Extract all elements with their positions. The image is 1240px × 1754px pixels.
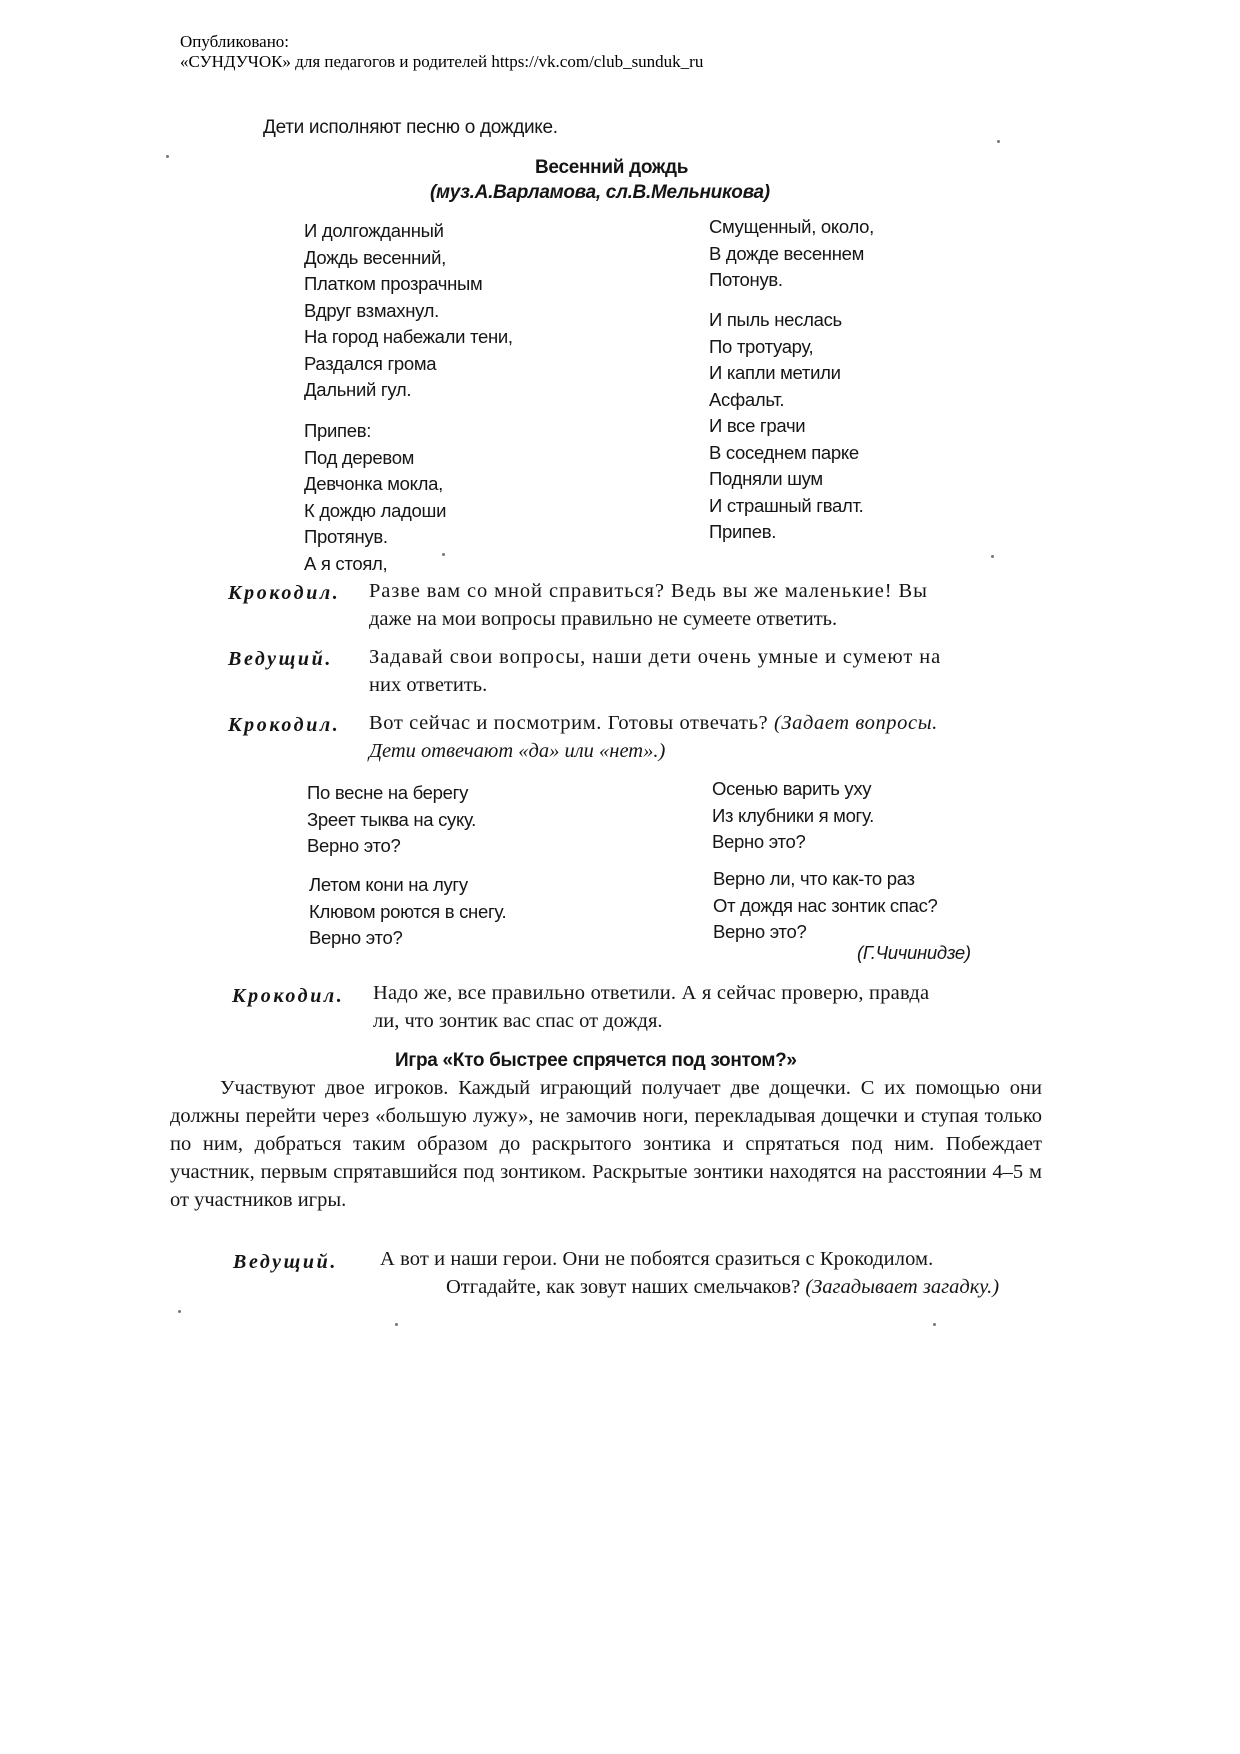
dialogue-text: Надо же, все правильно ответили. А я сейчас проверю, правда (373, 982, 930, 1004)
verse-line: По тротуару, (709, 335, 814, 357)
verse-line: И долгожданный (304, 220, 444, 241)
verse-line: И пыль неслась (709, 309, 842, 330)
song-credits: (муз.А.Варламова, сл.В.Мельникова) (430, 182, 770, 203)
verse-line: Под деревом (304, 446, 415, 468)
quiz-stanza-4 (713, 866, 938, 946)
verse-line: Девчонка мокла, (304, 473, 443, 494)
scan-speck (442, 553, 445, 556)
stage-direction: Дети отвечают «да» или «нет».) (369, 740, 666, 762)
quiz-stanza-2 (712, 776, 874, 856)
verse-line: В соседнем парке (709, 441, 859, 463)
verse-line: Раздался грома (304, 352, 437, 374)
speaker-label: Ведущий. (233, 1251, 338, 1273)
song-title: Весенний дождь (535, 157, 689, 178)
stage-direction: (Загадывает загадку.) (805, 1276, 1000, 1298)
source-line: «СУНДУЧОК» для педагогов и родителей https://vk.com/club_sunduk_ru (180, 52, 704, 71)
dialogue-crocodile-3 (232, 985, 344, 1008)
dialogue-text: Разве вам со мной справиться? Ведь вы же маленькие! Вы (369, 580, 928, 602)
quiz-author: (Г.Чичинидзе) (857, 942, 971, 963)
verse-line: А я стоял, (304, 552, 388, 574)
speaker-label: Крокодил. (228, 714, 341, 736)
verse-line: Припев: (304, 420, 372, 441)
verse-line: Припев. (709, 521, 777, 542)
game-text: Участвуют двое игроков. Каждый играющий получает две дощечки. С их помощью они должны перейти через «большую лужу», не замочив ноги, перекладывая дощечки и ступая только по ним, добраться таким образом до раскрытого зонтика и спрятаться под ним. Побеждает участник, первым спрятавшийся под зонтиком. Раскрытые зонтики находятся на расстоянии 4–5 м от участников игры. (170, 1077, 1042, 1211)
dialogue-text (446, 1276, 999, 1299)
game-title: Игра «Кто быстрее спрячется под зонтом?» (395, 1050, 797, 1071)
dialogue-text-plain: Отгадайте, как зовут наших смельчаков? (446, 1276, 806, 1298)
verse-line: Из клубники я могу. (712, 804, 874, 826)
verse-line: Асфальт. (709, 388, 785, 410)
dialogue-crocodile-2 (228, 714, 340, 737)
dialogue-text: даже на мои вопросы правильно не сумеете ответить. (369, 608, 838, 630)
verse-line: Зреет тыква на суку. (307, 808, 476, 830)
speaker-label: Ведущий. (228, 648, 333, 670)
verse-line: Верно это? (712, 831, 806, 852)
quiz-stanza-3 (309, 872, 506, 952)
song-right-verse-b (709, 307, 863, 546)
verse-line: Дождь весенний, (304, 246, 446, 268)
verse-line: Клювом роются в снегу. (309, 900, 507, 922)
verse-line: Смущенный, около, (709, 216, 874, 237)
dialogue-crocodile-1 (228, 582, 340, 605)
verse-line: Вдруг взмахнул. (304, 299, 439, 321)
verse-line: Дальний гул. (304, 379, 412, 400)
dialogue-text: Задавай свои вопросы, наши дети очень умные и сумеют на (369, 646, 942, 668)
verse-line: Летом кони на лугу (309, 874, 468, 895)
dialogue-text: А вот и наши герои. Они не побоятся сразиться с Крокодилом. (380, 1248, 934, 1270)
quiz-stanza-1 (307, 780, 476, 860)
verse-line: Верно это? (713, 921, 807, 942)
dialogue-host-2 (233, 1251, 338, 1274)
verse-line: По весне на берегу (307, 782, 469, 803)
song-right-verse-a (709, 214, 874, 294)
verse-line: Платком прозрачным (304, 273, 483, 294)
verse-line: И страшный гвалт. (709, 494, 864, 516)
verse-line: Осенью варить уху (712, 778, 872, 799)
dialogue-host-1 (228, 648, 333, 671)
scan-speck (178, 1310, 181, 1313)
verse-line: Подняли шум (709, 468, 823, 489)
verse-line: В дожде весеннем (709, 242, 865, 264)
stage-direction: (Задает вопросы. (773, 712, 938, 734)
speaker-label: Крокодил. (232, 985, 345, 1007)
intro-text: Дети исполняют песню о дождике. (263, 117, 558, 138)
dialogue-text (369, 712, 938, 735)
scan-speck (991, 555, 994, 558)
scan-speck (166, 155, 169, 158)
verse-line: Потонув. (709, 269, 783, 290)
verse-line: Протянув. (304, 526, 388, 547)
scan-speck (997, 140, 1000, 143)
scan-speck (395, 1323, 398, 1326)
game-description (170, 1074, 1042, 1214)
dialogue-text: ли, что зонтик вас спас от дождя. (373, 1010, 663, 1032)
verse-line: На город набежали тени, (304, 326, 513, 347)
dialogue-text-plain: Вот сейчас и посмотрим. Готовы отвечать? (369, 712, 774, 734)
verse-line: Верно это? (307, 835, 401, 856)
speaker-label: Крокодил. (228, 582, 341, 604)
dialogue-text: них ответить. (369, 674, 488, 696)
verse-line: Верно ли, что как-то раз (713, 868, 915, 889)
verse-line: И все грачи (709, 415, 806, 436)
song-left-chorus (304, 418, 446, 577)
verse-line: Верно это? (309, 927, 403, 948)
song-left-verse (304, 218, 513, 404)
verse-line: К дождю ладоши (304, 499, 447, 521)
scan-speck (933, 1323, 936, 1326)
verse-line: От дождя нас зонтик спас? (713, 894, 938, 916)
verse-line: И капли метили (709, 362, 841, 383)
published-label: Опубликовано: (180, 32, 290, 51)
